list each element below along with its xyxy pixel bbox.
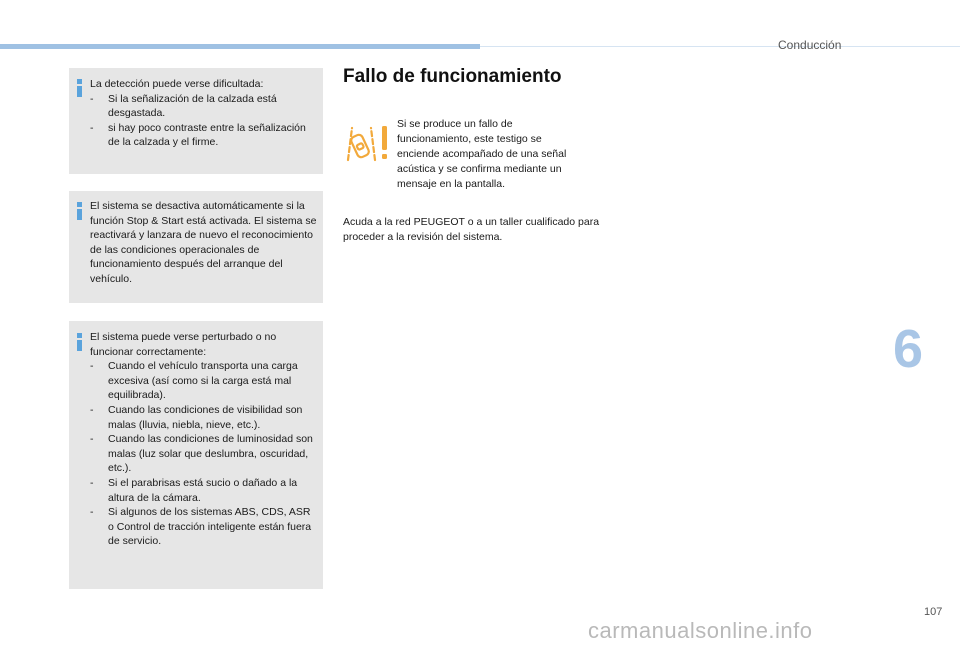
- list-item: - Cuando el vehículo transporta una carga excesiva (así como si la carga está mal equilibrada).: [90, 360, 298, 402]
- chapter-number: 6: [893, 319, 924, 379]
- lane-departure-warning-icon: [345, 122, 391, 164]
- info-icon: [77, 333, 82, 351]
- info-box-detection: [69, 68, 323, 174]
- info-icon: [77, 202, 82, 220]
- list-item: - si hay poco contraste entre la señalización de la calzada y el firme.: [90, 121, 306, 149]
- list-item: - Cuando las condiciones de luminosidad son malas (luz solar que deslumbra, oscuridad, etc.).: [90, 433, 313, 475]
- info-icon: [77, 79, 82, 97]
- section-title: Conducción: [778, 38, 842, 52]
- list-item: - Si algunos de los sistemas ABS, CDS, ASR o Control de tracción inteligente están fuera de servicio.: [90, 506, 312, 548]
- info-box-text: [90, 199, 319, 287]
- info-box-stop-start: [69, 191, 323, 303]
- list-item: - Si el parabrisas está sucio o dañado a la altura de la cámara.: [90, 476, 298, 504]
- warning-description: Si se produce un fallo de funcionamiento, este testigo se enciende acompañado de una señal acústica y se confirma mediante un mensaje en la pantalla.: [397, 118, 567, 190]
- header-accent-bar: [0, 44, 480, 49]
- list-item: - Si la señalización de la calzada está desgastada.: [90, 92, 277, 120]
- watermark: carmanualsonline.info: [588, 618, 813, 643]
- info-box-perturbation: [69, 321, 323, 589]
- page-number: 107: [924, 606, 943, 618]
- info-box-text: [90, 330, 319, 549]
- info-box-intro: El sistema puede verse perturbado o no funcionar correctamente:: [90, 331, 277, 358]
- service-advice: Acuda a la red PEUGEOT o a un taller cualificado para proceder a la revisión del sistema.: [343, 216, 600, 243]
- info-box-text: [90, 77, 319, 150]
- header-divider-line: [480, 46, 960, 47]
- list-item: - Cuando las condiciones de visibilidad son malas (lluvia, niebla, nieve, etc.).: [90, 403, 303, 431]
- page-title: Fallo de funcionamiento: [343, 66, 562, 87]
- info-box-intro: La detección puede verse dificultada:: [90, 78, 264, 90]
- info-box-paragraph: El sistema se desactiva automáticamente si la función Stop & Start está activada. El sistema se reactivará y lanzara de nuevo el reconocimiento de las condiciones operacionales de funcionamiento después del arranque del vehículo.: [90, 200, 317, 285]
